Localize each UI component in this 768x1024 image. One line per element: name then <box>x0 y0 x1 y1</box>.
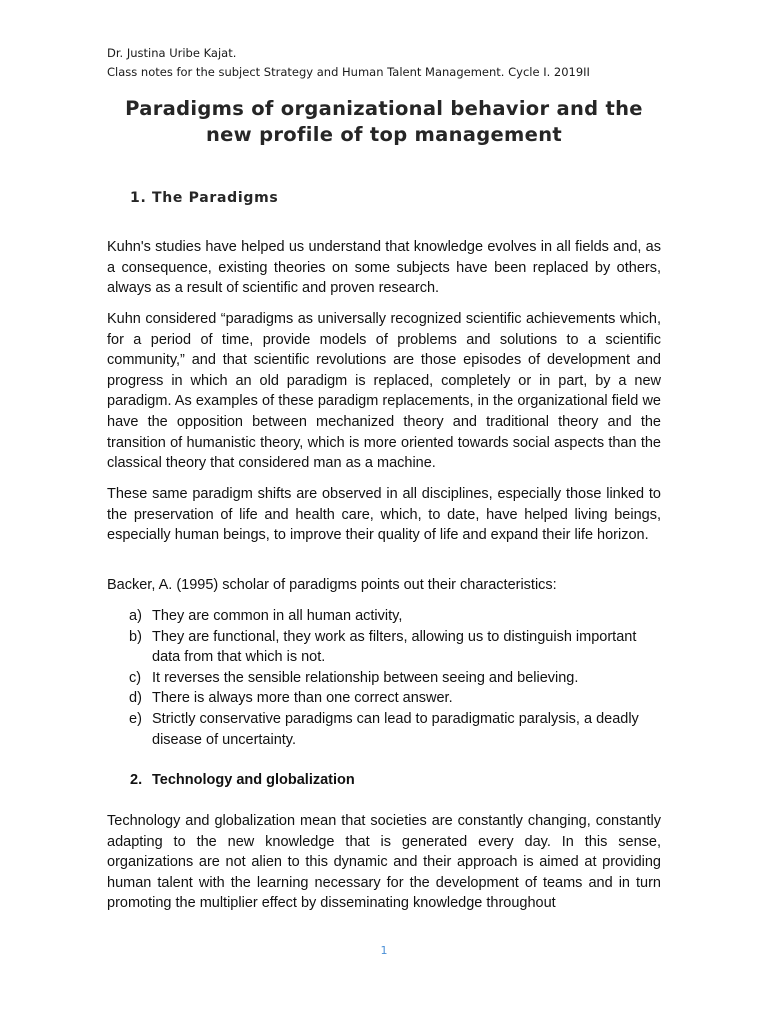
section2-heading-text: Technology and globalization <box>152 772 355 788</box>
section1-number: 1. <box>130 190 147 206</box>
list-item <box>107 709 661 750</box>
list-item <box>107 668 661 689</box>
list-item <box>107 606 661 627</box>
list-item-text: There is always more than one correct answer. <box>152 690 453 707</box>
list-item <box>107 688 661 709</box>
list-item-text: They are functional, they work as filters, allowing us to distinguish important data from that which is not. <box>152 628 637 666</box>
list-item-label: a) <box>129 608 142 624</box>
section1-heading-text: The Paradigms <box>152 190 279 206</box>
paragraph-technology: Technology and globalization mean that societies are constantly changing, constantly adapting to the new knowledge that is generated every day. In this sense, organizations are not alien to this dynamic and their approach is aimed at providing human talent with the learning necessary for the development of teams and in turn promoting the multiplier effect by disseminating knowledge throughout <box>107 813 661 912</box>
section2-number: 2. <box>130 772 143 788</box>
list-item <box>107 627 661 668</box>
list-item-text: They are common in all human activity, <box>152 608 403 624</box>
page-number: 1 <box>380 944 388 957</box>
list-item-label: b) <box>129 628 142 645</box>
list-item-text: Strictly conservative paradigms can lead to paradigmatic paralysis, a deadly disease of uncertainty. <box>152 710 639 748</box>
list-item-label: c) <box>129 669 142 686</box>
paragraph-paradigm-shifts: These same paradigm shifts are observed in all disciplines, especially those linked to the preservation of life and health care, which, to date, have helped living beings, especially human beings, to improve their quality of life and expand their life horizon. <box>107 486 661 544</box>
list-item-label: e) <box>129 710 142 727</box>
section1-heading <box>130 189 278 207</box>
paragraph-kuhn-considered: Kuhn considered “paradigms as universally recognized scientific achievements which, for a period of time, provide models of problems and solutions to a scientific community,” and that scientific revolutions are those episodes of development and progress in which an old paradigm is replaced, completely or in part, by a new paradigm. As examples of these paradigm replacements, in the organizational field we have the opposition between mechanized theory and traditional theory and the transition of humanistic theory, which is more oriented towards social aspects than the classical theory that considered man as a machine. <box>107 311 661 472</box>
header-author: Dr. Justina Uribe Kajat. <box>107 46 237 60</box>
header-course-line: Class notes for the subject Strategy and Human Talent Management. Cycle I. 2019II <box>107 65 590 79</box>
page-title: Paradigms of organizational behavior and the new profile of top management <box>125 97 643 146</box>
section2-heading <box>130 770 355 790</box>
paragraph-backer: Backer, A. (1995) scholar of paradigms points out their characteristics: <box>107 577 557 593</box>
characteristics-list <box>107 606 661 750</box>
list-item-label: d) <box>129 690 142 707</box>
paragraph-kuhn-studies: Kuhn's studies have helped us understand that knowledge evolves in all fields and, as a consequence, existing theories on some subjects have been replaced by others, always as a result of scientific and proven research. <box>107 239 661 297</box>
list-item-text: It reverses the sensible relationship between seeing and believing. <box>152 669 579 686</box>
